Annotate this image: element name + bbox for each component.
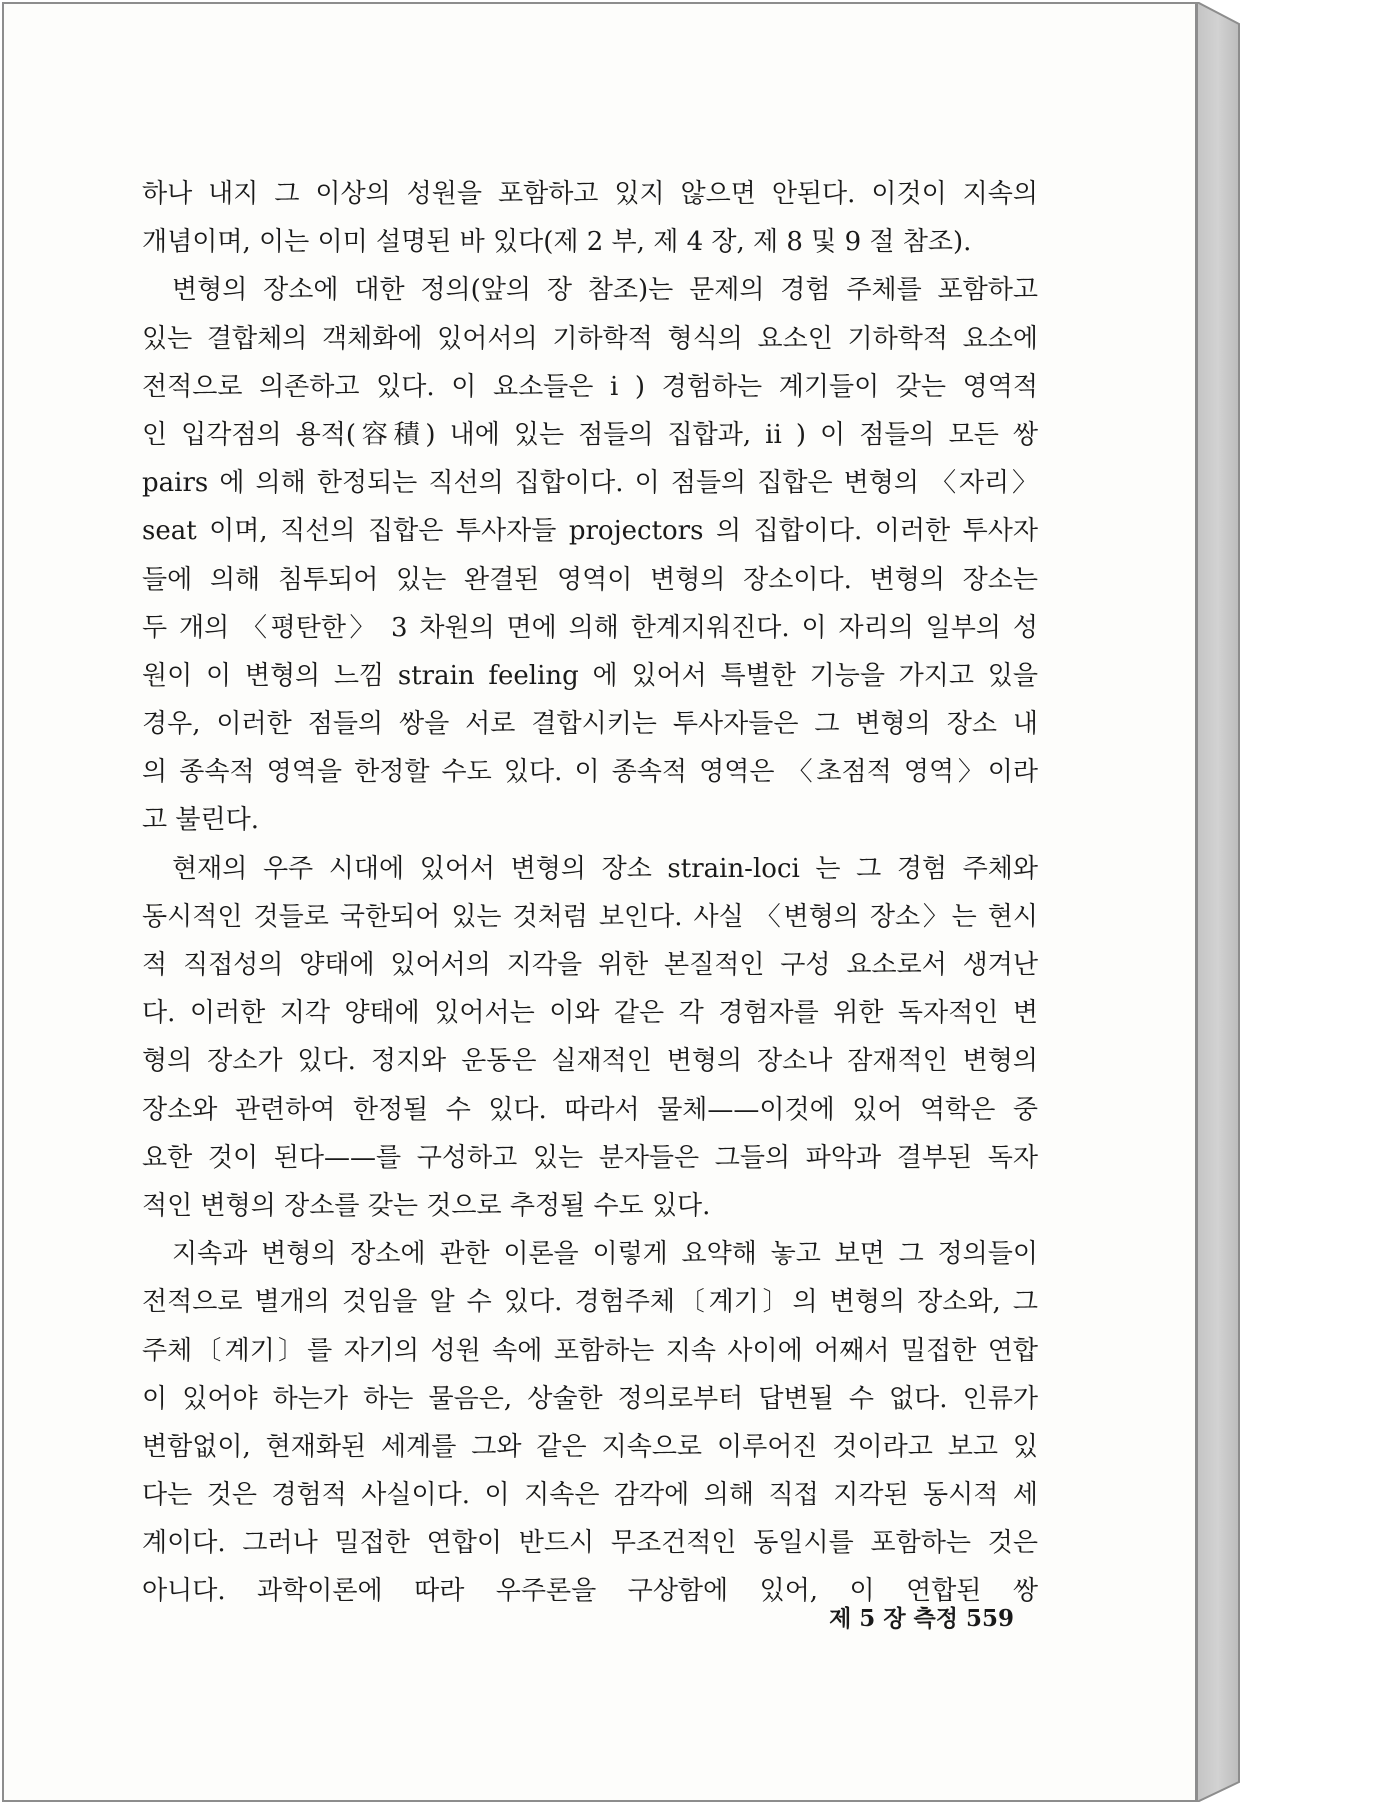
text-line: 경우, 이러한 점들의 쌍을 서로 결합시키는 투사자들은 그 변형의 장소 내 xyxy=(142,709,1038,740)
text-line: 요한 것이 된다——를 구성하고 있는 분자들은 그들의 파악과 결부된 독자 xyxy=(142,1142,1038,1173)
text-line: 계이다. 그러나 밀접한 연합이 반드시 무조건적인 동일시를 포함하는 것은 xyxy=(142,1528,1038,1559)
text-line: 적인 변형의 장소를 갖는 것으로 추정될 수도 있다. xyxy=(142,1190,711,1221)
text-line: 형의 장소가 있다. 정지와 운동은 실재적인 변형의 장소나 잠재적인 변형의 xyxy=(142,1046,1038,1077)
text-line: 변형의 장소에 대한 정의(앞의 장 참조)는 문제의 경험 주체를 포함하고 xyxy=(172,275,1038,306)
book-edge-shadow xyxy=(1197,2,1257,1802)
text-line: 현재의 우주 시대에 있어서 변형의 장소 strain-loci 는 그 경험 주체와 xyxy=(172,853,1038,884)
text-line: 이 있어야 하는가 하는 물음은, 상술한 정의로부터 답변될 수 없다. 인류가 xyxy=(142,1383,1038,1414)
running-footer: 제 5 장 측정 559 xyxy=(829,1605,1014,1632)
text-line: 인 입각점의 용적(容積) 내에 있는 점들의 집합과, ii ) 이 점들의 모든 쌍 xyxy=(142,419,1038,450)
text-line: 변함없이, 현재화된 세계를 그와 같은 지속으로 이루어진 것이라고 보고 있 xyxy=(142,1431,1038,1462)
text-line: 전적으로 별개의 것임을 알 수 있다. 경험주체〔계기〕의 변형의 장소와, 그 xyxy=(142,1287,1038,1318)
text-line: 주체〔계기〕를 자기의 성원 속에 포함하는 지속 사이에 어째서 밀접한 연합 xyxy=(142,1335,1038,1366)
text-line: 들에 의해 침투되어 있는 완결된 영역이 변형의 장소이다. 변형의 장소는 xyxy=(142,564,1038,595)
text-line: 다는 것은 경험적 사실이다. 이 지속은 감각에 의해 직접 지각된 동시적 세 xyxy=(142,1480,1038,1511)
text-line: seat 이며, 직선의 집합은 투사자들 projectors 의 집합이다. 이러한 투사자 xyxy=(142,516,1038,547)
text-line: pairs 에 의해 한정되는 직선의 집합이다. 이 점들의 집합은 변형의 〈자리〉 xyxy=(142,468,1038,499)
text-line: 아니다. 과학이론에 따라 우주론을 구상함에 있어, 이 연합된 쌍 xyxy=(142,1576,1038,1607)
text-line: 다. 이러한 지각 양태에 있어서는 이와 같은 각 경험자를 위한 독자적인 변 xyxy=(142,998,1038,1029)
text-line: 원이 이 변형의 느낌 strain feeling 에 있어서 특별한 기능을 가지고 있을 xyxy=(142,660,1038,691)
text-line: 하나 내지 그 이상의 성원을 포함하고 있지 않으면 안된다. 이것이 지속의 xyxy=(142,179,1038,209)
text-line: 의 종속적 영역을 한정할 수도 있다. 이 종속적 영역은 〈초점적 영역〉이라 xyxy=(142,757,1038,788)
text-line: 두 개의 〈평탄한〉 3 차원의 면에 의해 한계지워진다. 이 자리의 일부의 성 xyxy=(142,612,1038,643)
text-line: 지속과 변형의 장소에 관한 이론을 이렇게 요약해 놓고 보면 그 정의들이 xyxy=(172,1239,1038,1270)
text-line: 전적으로 의존하고 있다. 이 요소들은 i ) 경험하는 계기들이 갖는 영역적 xyxy=(142,371,1038,402)
text-line: 고 불린다. xyxy=(142,805,259,836)
text-line: 개념이며, 이는 이미 설명된 바 있다(제 2 부, 제 4 장, 제 8 및 9 절 참조). xyxy=(142,227,972,258)
text-line: 장소와 관련하여 한정될 수 있다. 따라서 물체——이것에 있어 역학은 중 xyxy=(142,1094,1038,1125)
body-text xyxy=(142,170,1038,1616)
text-line: 있는 결합체의 객체화에 있어서의 기하학적 형식의 요소인 기하학적 요소에 xyxy=(142,323,1038,354)
book-page xyxy=(2,2,1197,1802)
text-line: 동시적인 것들로 국한되어 있는 것처럼 보인다. 사실 〈변형의 장소〉는 현시 xyxy=(142,901,1038,932)
text-line: 적 직접성의 양태에 있어서의 지각을 위한 본질적인 구성 요소로서 생겨난 xyxy=(142,950,1038,980)
